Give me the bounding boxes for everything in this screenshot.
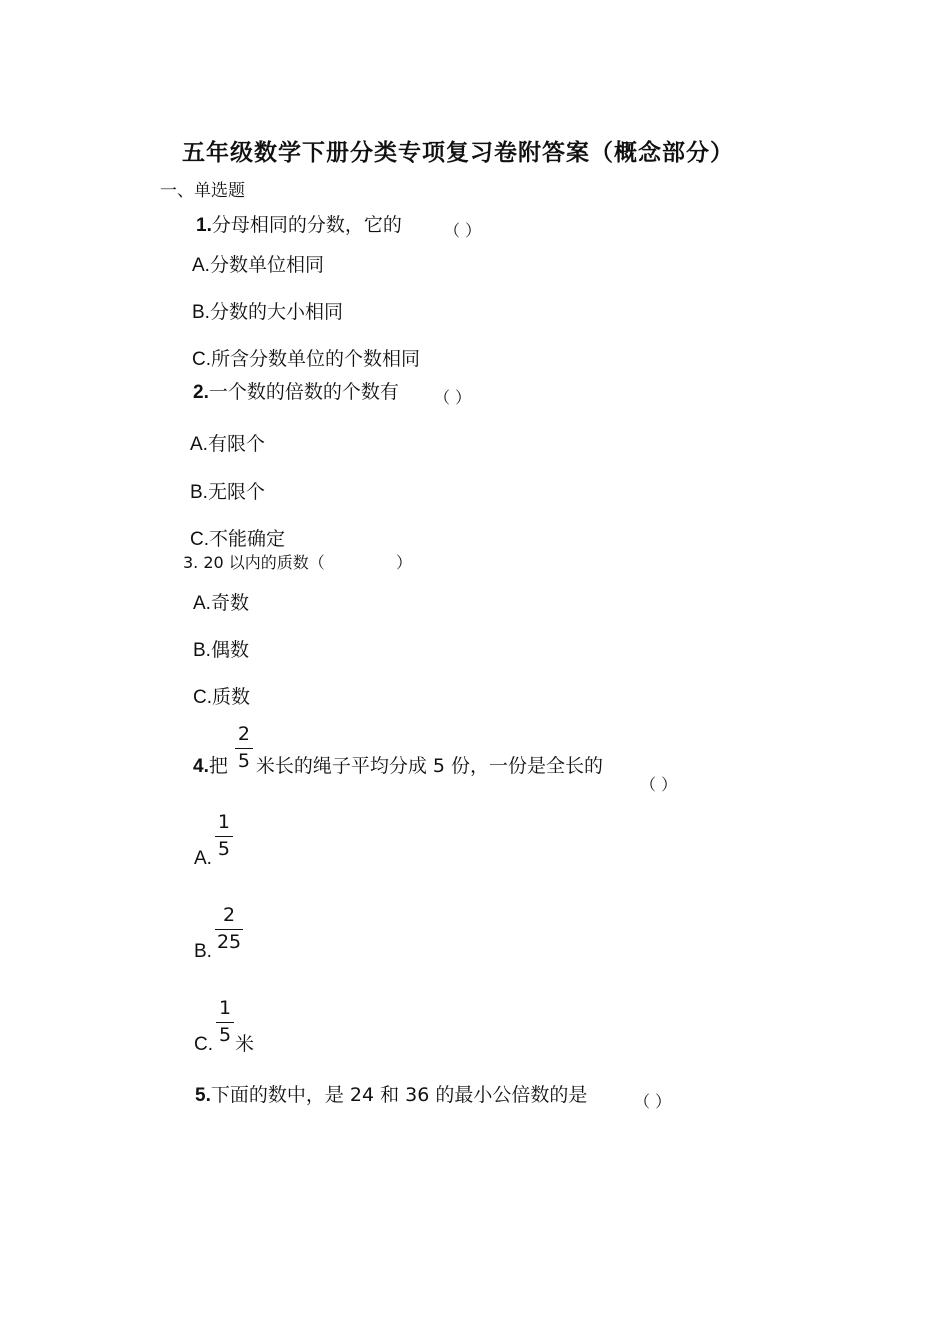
question-text: 一个数的倍数的个数有 — [208, 381, 399, 403]
fraction-bar — [215, 929, 243, 930]
question-text: 3. 20 以内的质数（ — [183, 553, 325, 572]
option-a[interactable]: A.分数单位相同 — [192, 254, 324, 276]
question-number: 4. — [193, 755, 209, 777]
question-number: 5. — [195, 1085, 211, 1106]
section-heading: 一、单选题 — [160, 181, 245, 201]
option-b[interactable]: B.无限个 — [190, 481, 265, 503]
answer-blank-close: ） — [396, 553, 413, 572]
option-c[interactable]: C.所含分数单位的个数相同 — [192, 348, 421, 370]
question-text: 下面的数中，是 24 和 36 的最小公倍数的是 — [210, 1084, 588, 1106]
fraction: $\frac{1}{5}$ — [216, 812, 232, 860]
fraction-bar — [215, 836, 233, 837]
question-5 — [195, 1080, 587, 1107]
fraction: $\frac{2}{5}$ — [236, 724, 252, 772]
question-number: 1. — [196, 215, 212, 236]
option-a[interactable]: A.奇数 — [193, 592, 249, 614]
option-c[interactable]: C.质数 — [193, 686, 251, 708]
answer-blank: （ ） — [444, 221, 482, 240]
fraction-bar — [235, 748, 253, 749]
fraction: $\frac{1}{5}$ — [217, 998, 233, 1046]
fraction-bar — [216, 1022, 234, 1023]
option-a[interactable]: A.有限个 — [190, 433, 265, 455]
question-3 — [183, 550, 325, 573]
page-title: 五年级数学下册分类专项复习卷附答案（概念部分） — [182, 140, 734, 166]
option-c[interactable]: C. $\frac{1}{5}$ 米 — [194, 997, 255, 1055]
option-b[interactable]: B.分数的大小相同 — [192, 301, 343, 323]
question-4: 4. 把 $\frac{2}{5}$ 米长的绳子平均分成 5 份，一份是全长的 — [193, 723, 604, 777]
option-b[interactable]: B. $\frac{2}{25}$ — [194, 904, 242, 962]
answer-blank: （ ） — [640, 775, 678, 794]
question-text: 分母相同的分数，它的 — [211, 214, 402, 236]
fraction: $\frac{2}{25}$ — [216, 904, 242, 953]
question-1 — [196, 210, 402, 237]
answer-blank: （ ） — [434, 388, 472, 407]
answer-blank: （ ） — [634, 1092, 672, 1111]
question-number: 2. — [193, 382, 209, 403]
option-a[interactable]: A. $\frac{1}{5}$ — [194, 812, 234, 868]
question-text: 米长的绳子平均分成 5 份，一份是全长的 — [255, 754, 604, 777]
option-c[interactable]: C.不能确定 — [190, 528, 286, 550]
question-2 — [193, 377, 399, 404]
option-b[interactable]: B.偶数 — [193, 639, 249, 661]
